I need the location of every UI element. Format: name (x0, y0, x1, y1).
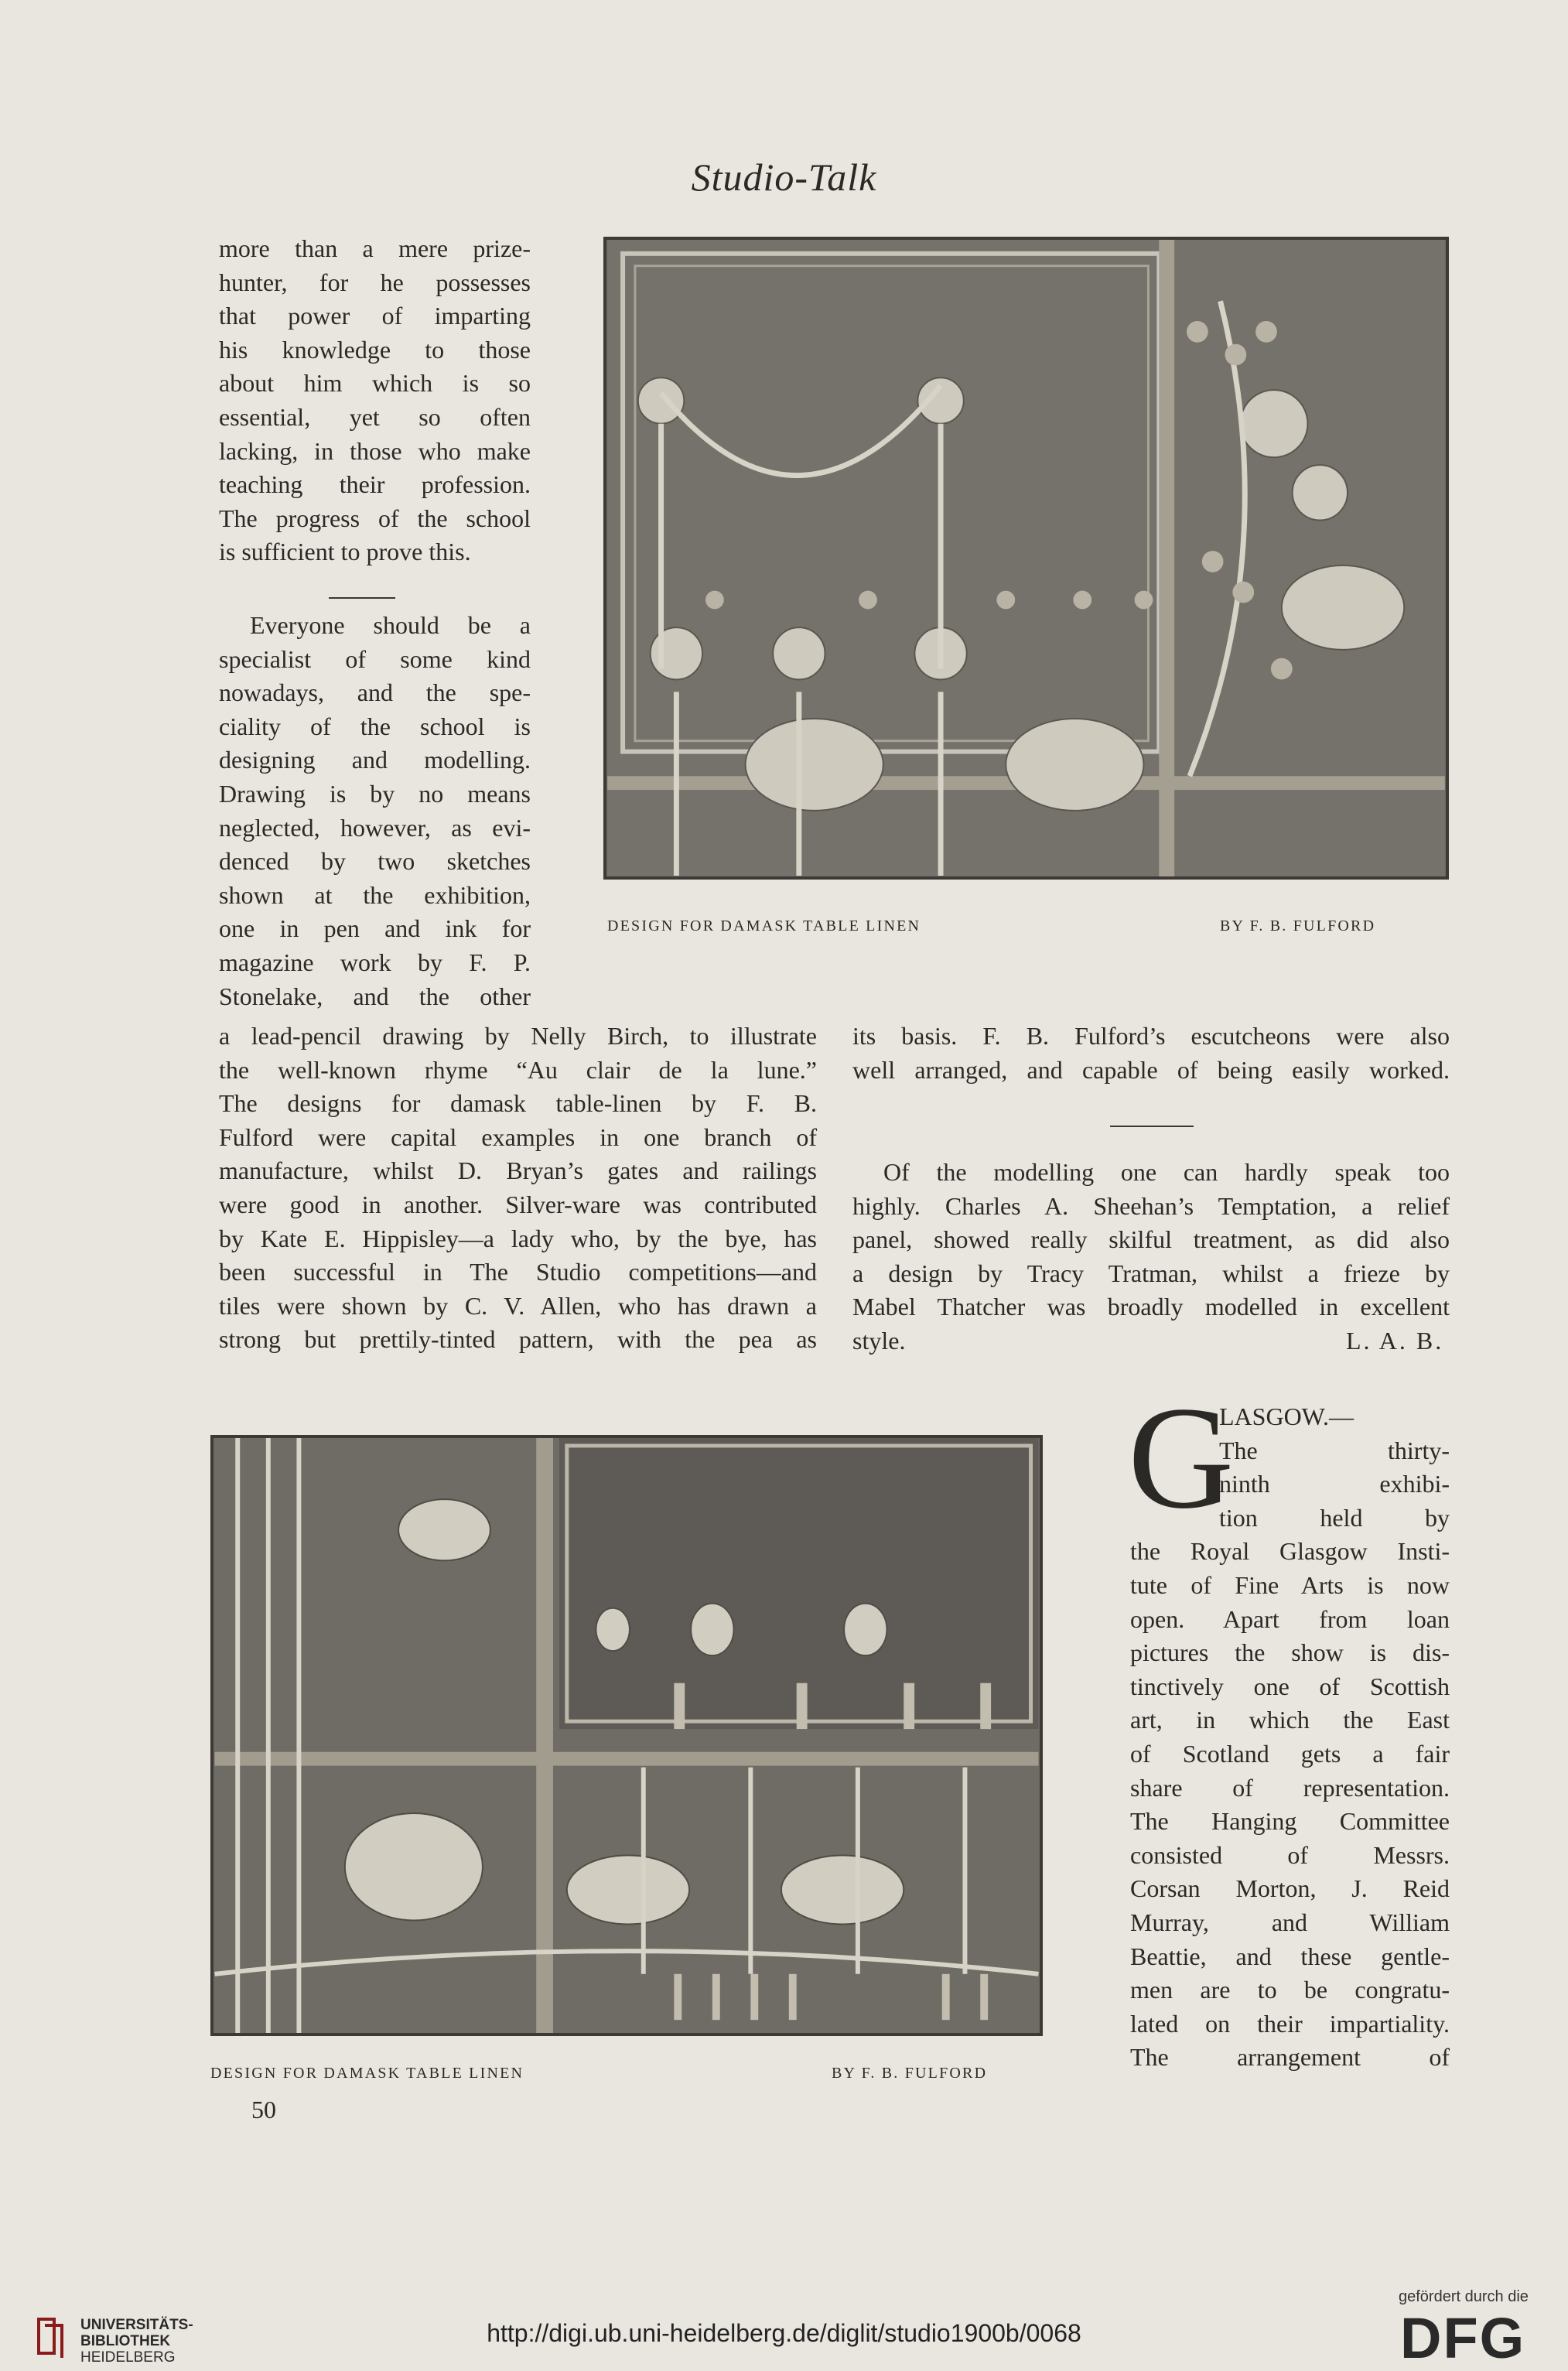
text-line: pictures the show is dis- (1130, 1638, 1450, 1667)
page-number: 50 (251, 2096, 276, 2123)
text-line: The Hanging Committee (1130, 1807, 1450, 1836)
text-line: by Kate E. Hippisley—a lady who, by the bye, has (219, 1224, 817, 1252)
left-column-bottom (219, 1020, 817, 1357)
text-line: The progress of the school (219, 504, 531, 532)
right-column-modelling (852, 1156, 1450, 1324)
text-line: lated on their impartiality. (1130, 2009, 1450, 2038)
text-line: specialist of some kind (219, 644, 531, 673)
text-line: one in pen and ink for (219, 914, 531, 943)
text-line: been successful in The Studio competitions—and (219, 1258, 817, 1286)
text-line: open. Apart from loan (1130, 1604, 1450, 1633)
text-line: ciality of the school is (219, 712, 531, 740)
text-line: tion held by (1219, 1503, 1450, 1532)
text-line: manufacture, whilst D. Bryan’s gates and railings (219, 1156, 817, 1185)
text-line: of Scotland gets a fair (1130, 1739, 1450, 1768)
text-line: a design by Tracy Tratman, whilst a frieze by (852, 1259, 1450, 1287)
text-line: well arranged, and capable of being easily worked. (852, 1055, 1450, 1084)
glasgow-column (1130, 1400, 1450, 2075)
text-line: nowadays, and the spe- (219, 678, 531, 707)
text-line: is sufficient to prove this. (219, 538, 471, 566)
text-line: teaching their profession. (219, 470, 531, 499)
paragraph-end: style. (852, 1327, 906, 1355)
text-line: its basis. F. B. Fulford’s escutcheons were also (852, 1022, 1450, 1050)
section-divider (1110, 1126, 1194, 1127)
text-line: Stonelake, and the other (219, 982, 531, 1010)
text-line: Murray, and William (1130, 1908, 1450, 1936)
text-line: more than a mere prize- (219, 234, 531, 262)
text-line: Corsan Morton, J. Reid (1130, 1874, 1450, 1903)
text-line: ninth exhibi- (1219, 1470, 1450, 1498)
text-line: Mabel Thatcher was broadly modelled in excellent (852, 1293, 1450, 1321)
text-line: Beattie, and these gentle- (1130, 1942, 1450, 1970)
damask-pattern-1 (606, 240, 1446, 876)
text-line: The arrangement of (1130, 2043, 1450, 2072)
text-line: Fulford were capital examples in one branch of (219, 1122, 817, 1151)
sponsor-text: gefördert durch die (1399, 2288, 1529, 2305)
figure-caption-author-2: BY F. B. FULFORD (832, 2065, 988, 2082)
text-line: highly. Charles A. Sheehan’s Temptation, a relief (852, 1191, 1450, 1220)
drop-cap: G (1128, 1377, 1235, 1539)
text-line: his knowledge to those (219, 335, 531, 364)
text-line: hunter, for he possesses (219, 268, 531, 296)
text-line: the Royal Glasgow Insti- (1130, 1537, 1450, 1566)
text-line: neglected, however, as evi- (219, 813, 531, 842)
left-column-top-2 (219, 609, 531, 1013)
text-line: denced by two sketches (219, 847, 531, 876)
dfg-logo: DFG (1400, 2306, 1526, 2370)
text-line: Of the modelling one can hardly speak too (883, 1158, 1450, 1186)
text-line: about him which is so (219, 369, 531, 398)
text-line: lacking, in those who make (219, 436, 531, 465)
damask-pattern-2 (214, 1438, 1040, 2033)
source-url-link[interactable]: http://digi.ub.uni-heidelberg.de/diglit/studio1900b/0068 (487, 2319, 1081, 2347)
text-line: magazine work by F. P. (219, 948, 531, 976)
text-line: shown at the exhibition, (219, 880, 531, 909)
right-column-top (852, 1020, 1450, 1087)
figure-caption-author-1: BY F. B. FULFORD (1220, 917, 1376, 934)
text-line: the well-known rhyme “Au clair de la lune.” (219, 1055, 817, 1084)
damask-design-plate-2 (210, 1435, 1043, 2036)
figure-caption-title-2: DESIGN FOR DAMASK TABLE LINEN (210, 2065, 524, 2082)
text-line: tiles were shown by C. V. Allen, who has drawn a (219, 1291, 817, 1320)
text-line: The designs for damask table-linen by F. B. (219, 1089, 817, 1118)
text-line: Everyone should be a (250, 611, 531, 639)
left-column-top (219, 232, 531, 569)
damask-design-plate-1 (603, 237, 1449, 880)
text-line: essential, yet so often (219, 402, 531, 431)
text-line: The thirty- (1219, 1436, 1450, 1464)
running-title: Studio-Talk (691, 155, 877, 199)
text-line: were good in another. Silver-ware was contributed (219, 1190, 817, 1218)
text-line: tinctively one of Scottish (1130, 1672, 1450, 1700)
text-line: strong but prettily-tinted pattern, with the pea as (219, 1325, 817, 1354)
text-line: art, in which the East (1130, 1706, 1450, 1734)
figure-caption-title-1: DESIGN FOR DAMASK TABLE LINEN (607, 917, 921, 934)
text-line: designing and modelling. (219, 746, 531, 774)
text-line: tute of Fine Arts is now (1130, 1570, 1450, 1599)
text-line: consisted of Messrs. (1130, 1840, 1450, 1869)
author-signature: L. A. B. (1346, 1327, 1444, 1355)
text-line: panel, showed really skilful treatment, as did also (852, 1225, 1450, 1254)
text-line: LASGOW.— (1219, 1402, 1354, 1430)
library-name: UNIVERSITÄTS- BIBLIOTHEK HEIDELBERG (80, 2317, 193, 2366)
text-line: share of representation. (1130, 1773, 1450, 1802)
text-line: that power of imparting (219, 302, 531, 330)
section-divider (329, 597, 395, 599)
text-line: a lead-pencil drawing by Nelly Birch, to illustrate (219, 1022, 817, 1050)
text-line: men are to be congratu- (1130, 1976, 1450, 2004)
text-line: Drawing is by no means (219, 779, 531, 808)
